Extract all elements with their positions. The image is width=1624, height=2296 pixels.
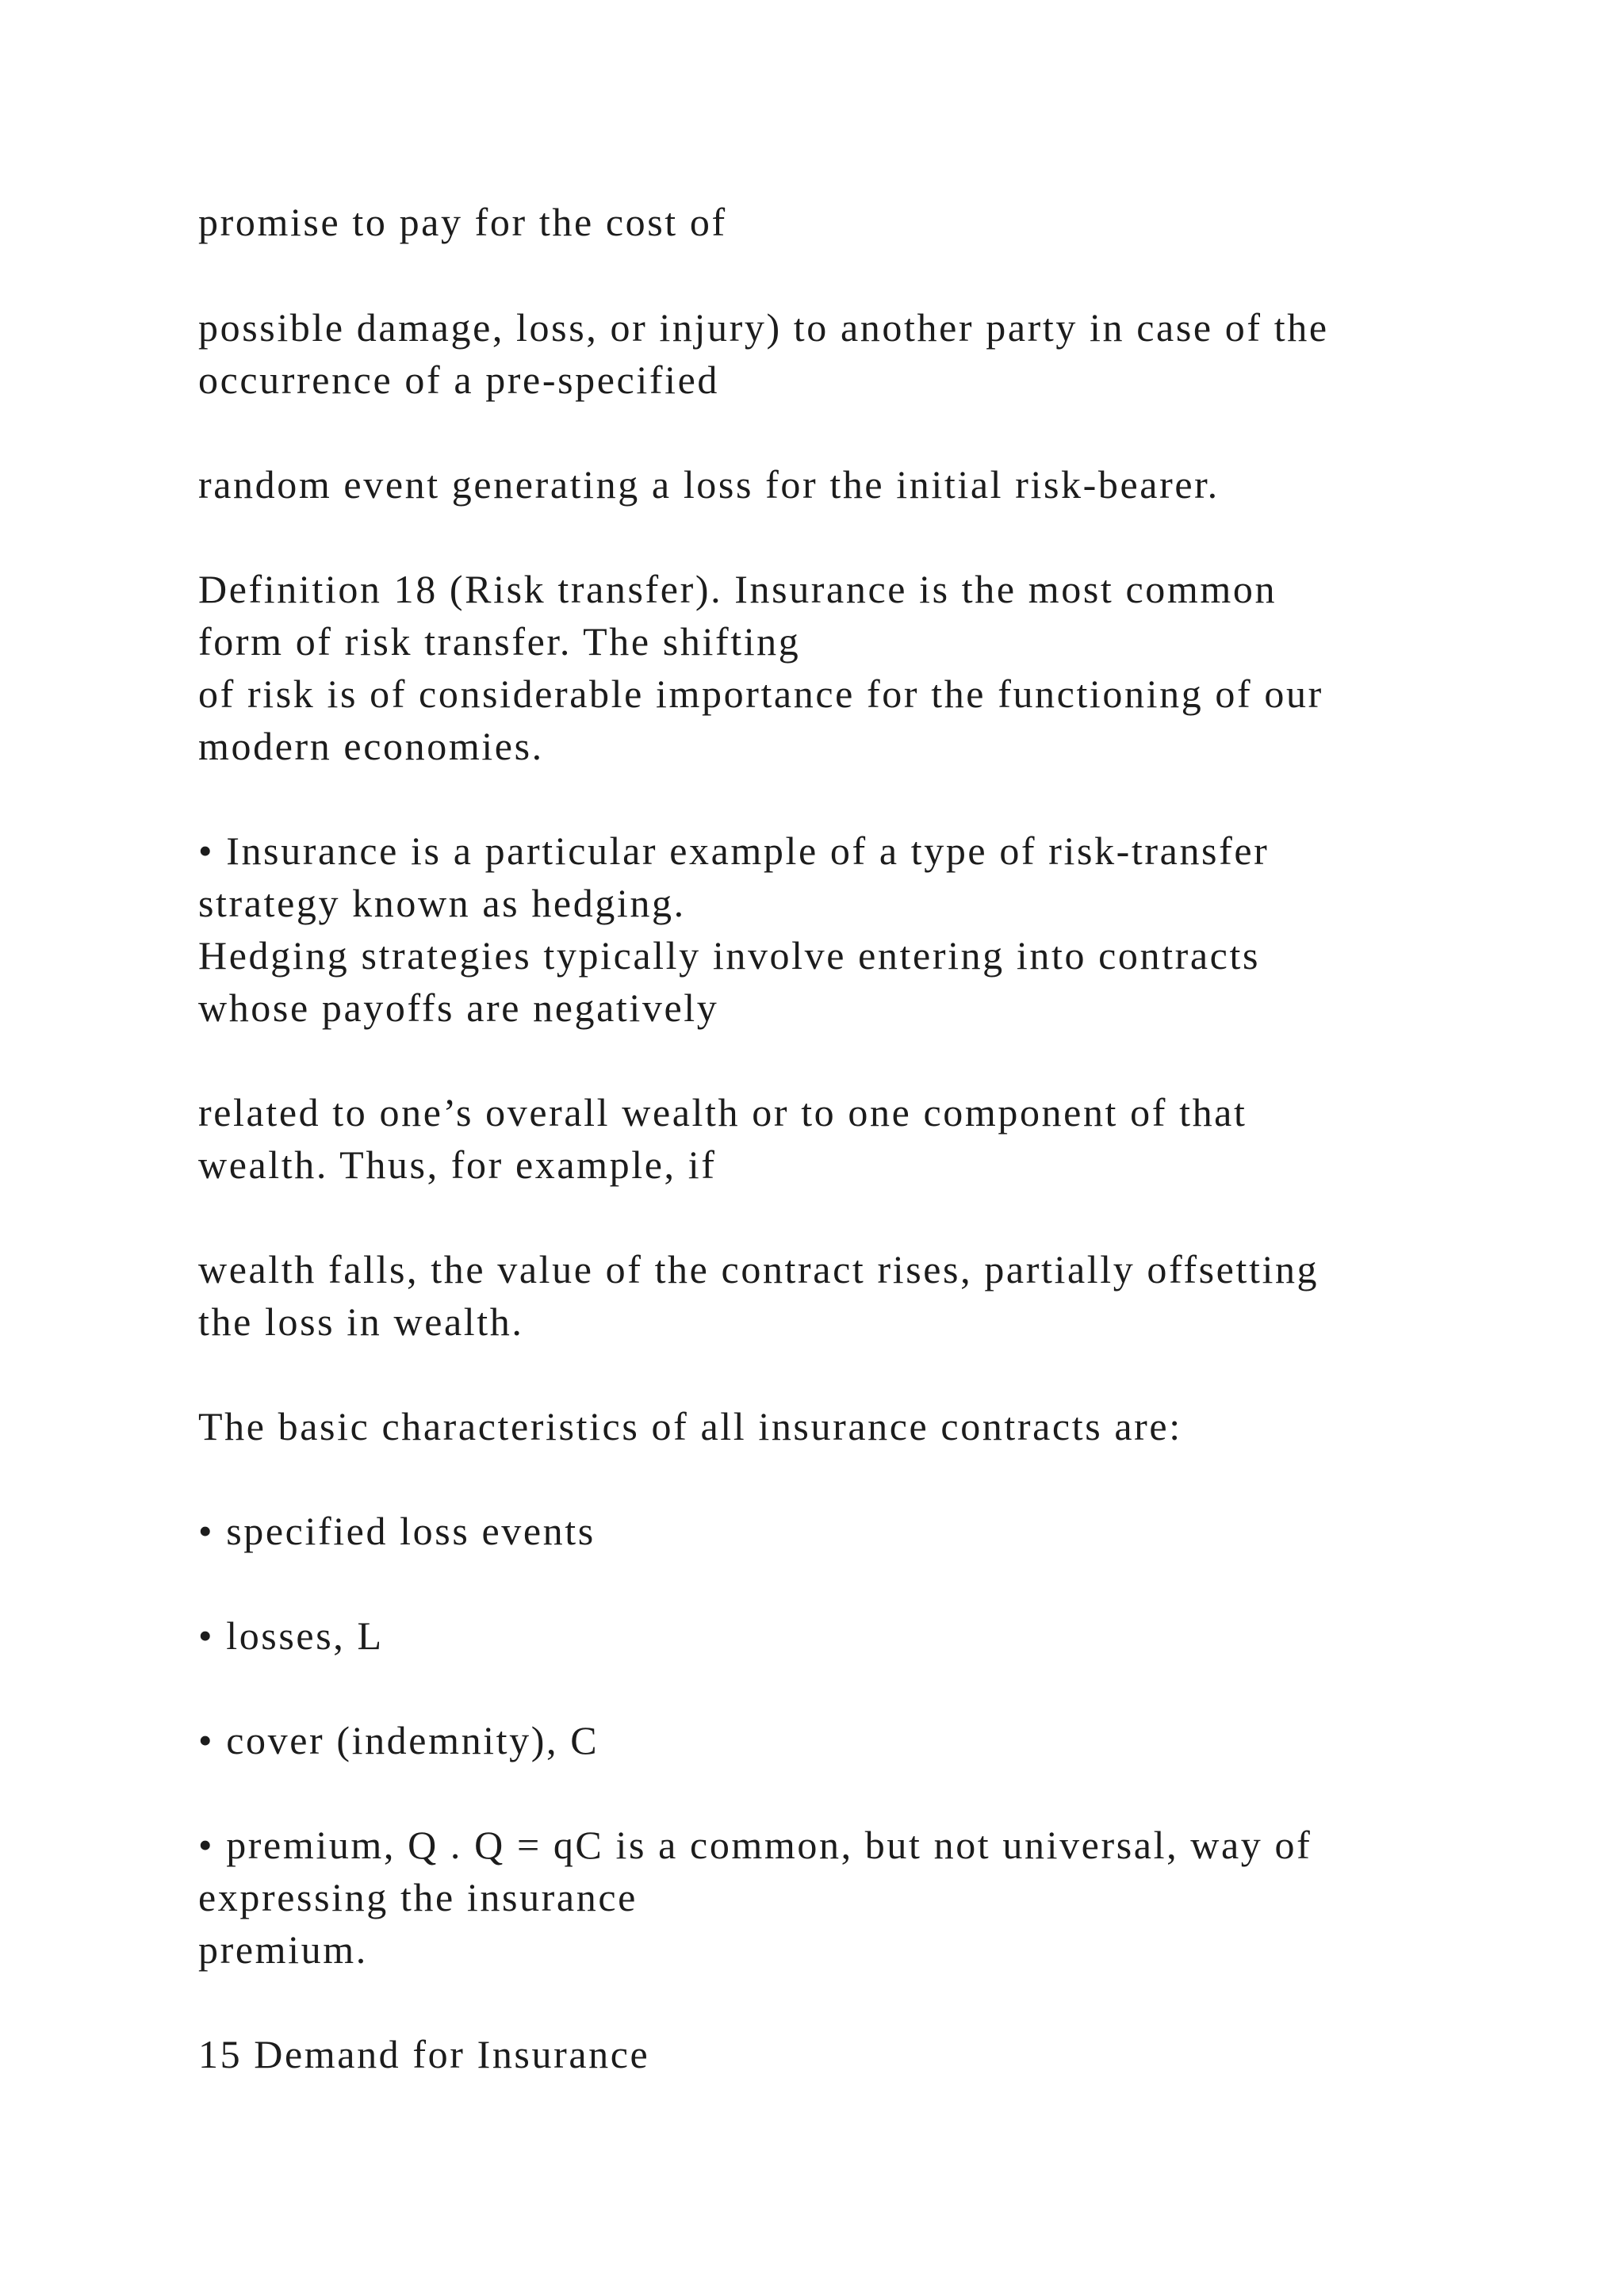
text-line: • specified loss events <box>198 1509 596 1553</box>
text-line: modern economies. <box>198 724 544 768</box>
text-line: strategy known as hedging. <box>198 881 686 925</box>
text-line: wealth falls, the value of the contract rises, partially offsetting <box>198 1247 1320 1292</box>
text-line: related to one’s overall wealth or to one component of that <box>198 1090 1247 1135</box>
text-line: • premium, Q . Q = qC is a common, but not universal, way of <box>198 1823 1312 1867</box>
section-heading: 15 Demand for Insurance <box>198 2032 650 2076</box>
text-line: • cover (indemnity), C <box>198 1718 599 1762</box>
text-line: promise to pay for the cost of <box>198 200 727 244</box>
text-line: possible damage, loss, or injury) to another party in case of the <box>198 305 1329 350</box>
text-line: the loss in wealth. <box>198 1299 524 1344</box>
text-line: whose payoffs are negatively <box>198 985 719 1030</box>
text-line: occurrence of a pre-specified <box>198 358 719 402</box>
text-line: random event generating a loss for the initial risk-bearer. <box>198 462 1220 507</box>
text-line: Hedging strategies typically involve entering into contracts <box>198 933 1261 978</box>
text-line: The basic characteristics of all insurance contracts are: <box>198 1404 1182 1448</box>
text-line: premium. <box>198 1927 368 1972</box>
text-line: form of risk transfer. The shifting <box>198 619 801 664</box>
text-line: of risk is of considerable importance for the functioning of our <box>198 672 1323 716</box>
text-line: • Insurance is a particular example of a type of risk-transfer <box>198 828 1270 873</box>
text-line: Definition 18 (Risk transfer). Insurance is the most common <box>198 567 1277 611</box>
text-line: • losses, L <box>198 1613 384 1658</box>
text-line: expressing the insurance <box>198 1875 638 1919</box>
text-line: wealth. Thus, for example, if <box>198 1142 717 1187</box>
